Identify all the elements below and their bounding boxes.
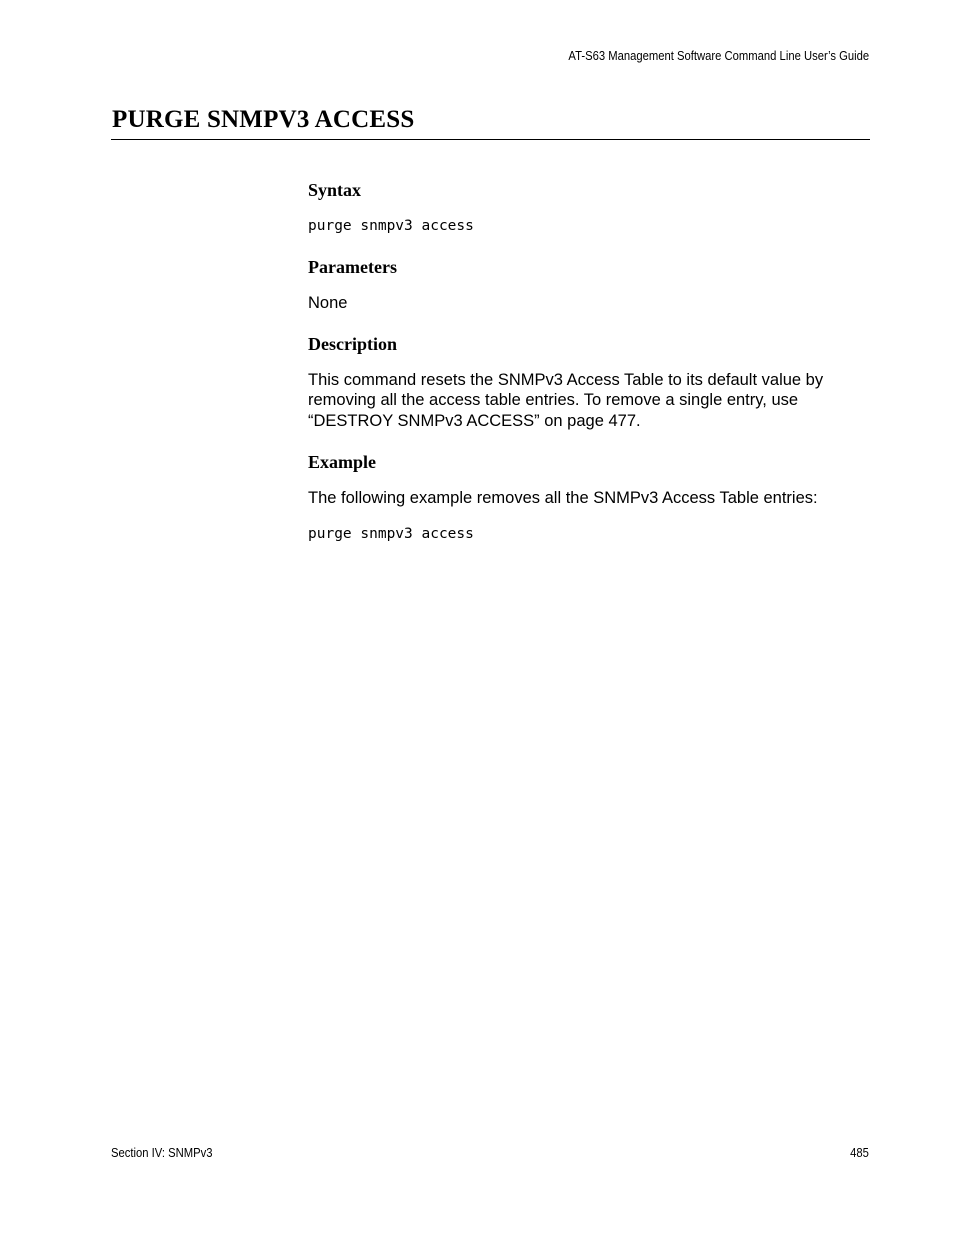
running-header: AT-S63 Management Software Command Line User’s Guide xyxy=(568,49,869,63)
example-heading: Example xyxy=(308,452,377,472)
description-line: This command resets the SNMPv3 Access Table to its default value by xyxy=(308,370,824,389)
example-text: The following example removes all the SNMPv3 Access Table entries: xyxy=(308,489,818,507)
syntax-code: purge snmpv3 access xyxy=(308,218,474,234)
parameters-heading: Parameters xyxy=(308,257,397,277)
syntax-heading: Syntax xyxy=(308,180,362,200)
main-content xyxy=(308,178,870,544)
title-rule xyxy=(111,139,870,140)
description-heading: Description xyxy=(308,333,397,354)
footer-page-number: 485 xyxy=(850,1146,869,1160)
footer-section-label: Section IV: SNMPv3 xyxy=(111,1146,213,1160)
description-line: removing all the access table entries. To remove a single entry, use xyxy=(308,391,799,409)
page-title: PURGE SNMPV3 ACCESS xyxy=(112,106,415,133)
description-paragraph xyxy=(308,370,870,432)
example-code: purge snmpv3 access xyxy=(308,525,474,542)
description-line: “DESTROY SNMPv3 ACCESS” on page 477. xyxy=(308,411,641,430)
parameters-text: None xyxy=(308,294,348,312)
